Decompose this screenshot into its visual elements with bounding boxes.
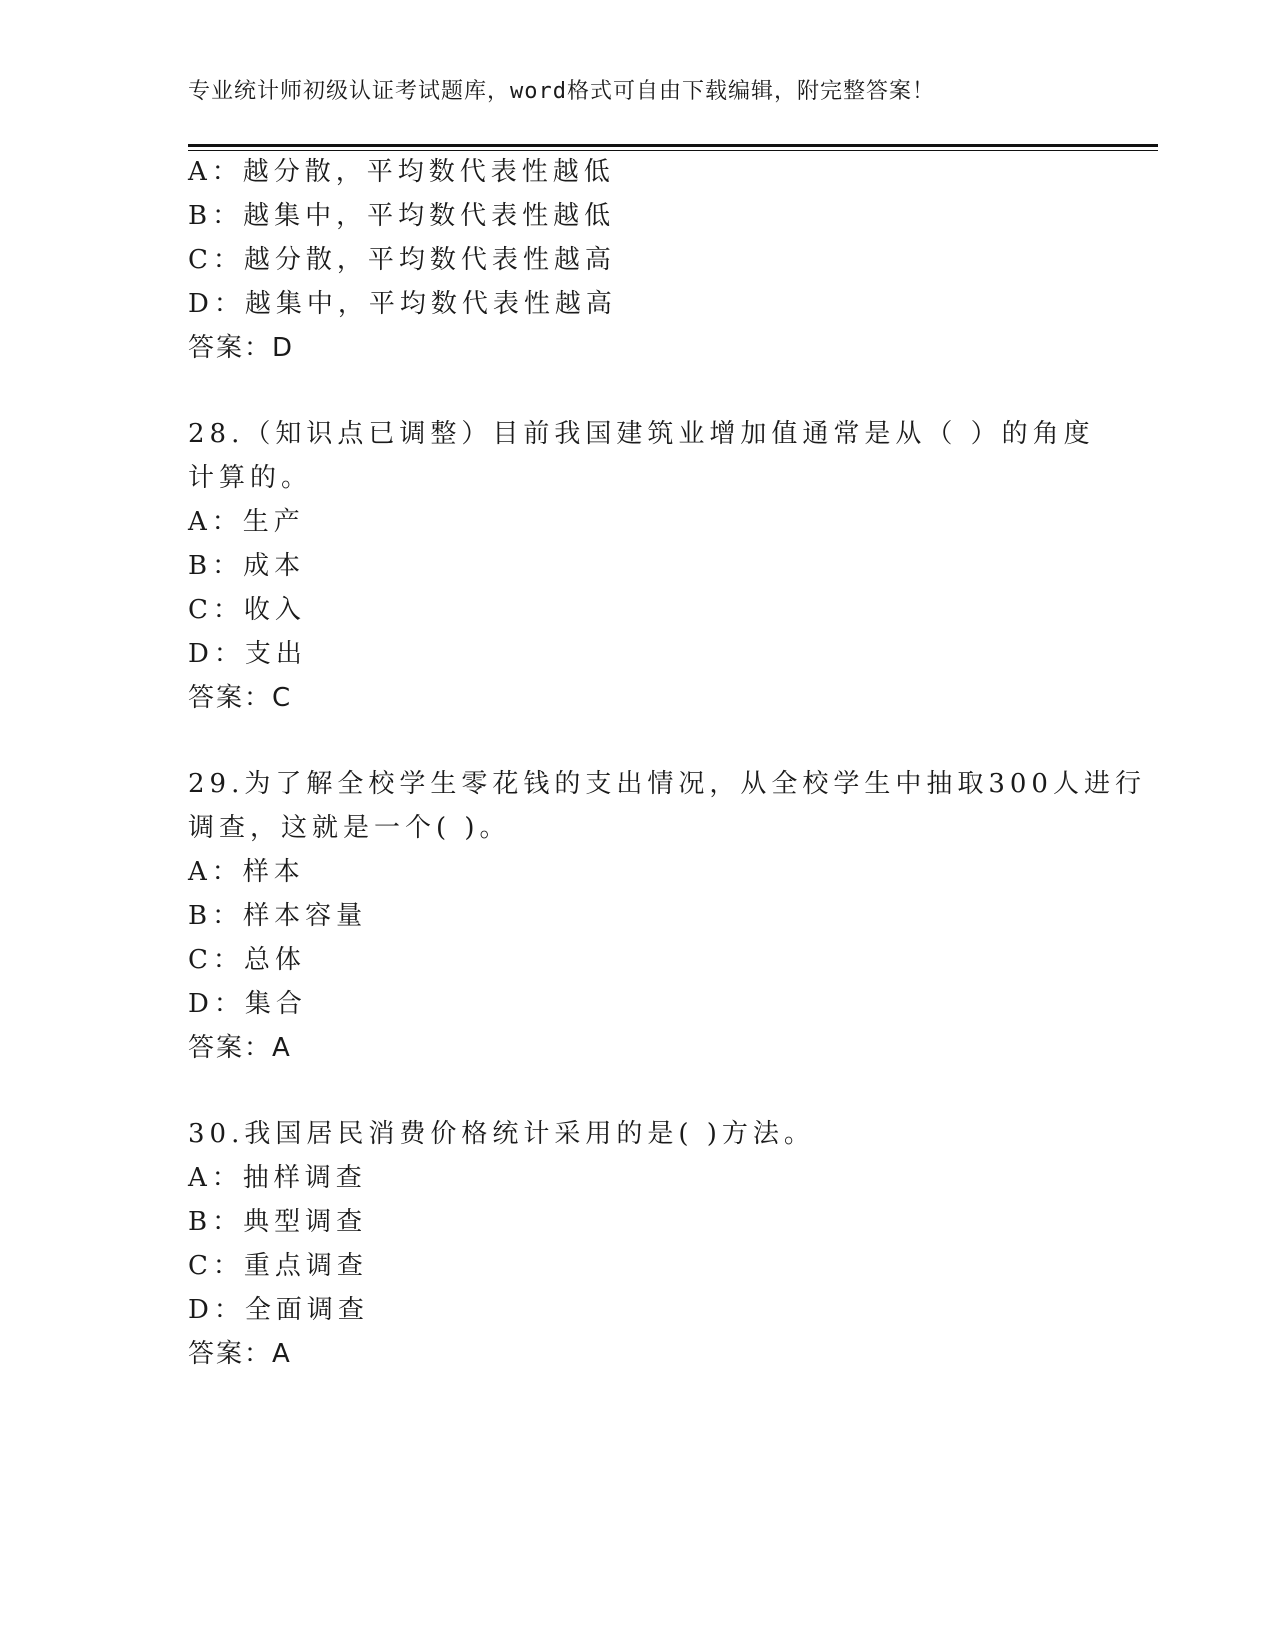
q30-option-c: C：重点调查 [188,1251,368,1281]
q29-stem-line1: 29.为了解全校学生零花钱的支出情况，从全校学生中抽取300人进行 [188,769,1146,799]
q28-option-a: A：生产 [188,507,305,537]
q30-stem-line1: 30.我国居民消费价格统计采用的是( )方法。 [188,1119,815,1149]
q28-answer: 答案：C [188,683,293,713]
header-divider-thick [188,144,1158,147]
q29-option-c: C：总体 [188,945,306,975]
q27-option-b: B：越集中，平均数代表性越低 [188,201,616,231]
q29-stem-line2: 调查，这就是一个( )。 [188,813,511,843]
q30-option-d: D：全面调查 [188,1295,369,1325]
header-divider-thin [188,150,1158,151]
q29-answer: 答案：A [188,1033,292,1063]
q28-stem-line1: 28.（知识点已调整）目前我国建筑业增加值通常是从（ ）的角度 [188,419,1095,449]
q29-option-d: D：集合 [188,989,307,1019]
q27-option-a: A：越分散，平均数代表性越低 [188,157,615,187]
q28-option-d: D：支出 [188,639,307,669]
q30-answer: 答案：A [188,1339,292,1369]
q27-option-c: C：越分散，平均数代表性越高 [188,245,616,275]
q27-answer: 答案：D [188,333,295,363]
q28-stem-line2: 计算的。 [188,463,313,493]
q28-option-b: B：成本 [188,551,306,581]
q27-option-d: D：越集中，平均数代表性越高 [188,289,617,319]
q28-option-c: C：收入 [188,595,306,625]
q30-option-b: B：典型调查 [188,1207,368,1237]
q30-option-a: A：抽样调查 [188,1163,367,1193]
q29-option-a: A：样本 [188,857,305,887]
page-header: 专业统计师初级认证考试题库，word格式可自由下载编辑，附完整答案！ [188,79,935,104]
q29-option-b: B：样本容量 [188,901,368,931]
